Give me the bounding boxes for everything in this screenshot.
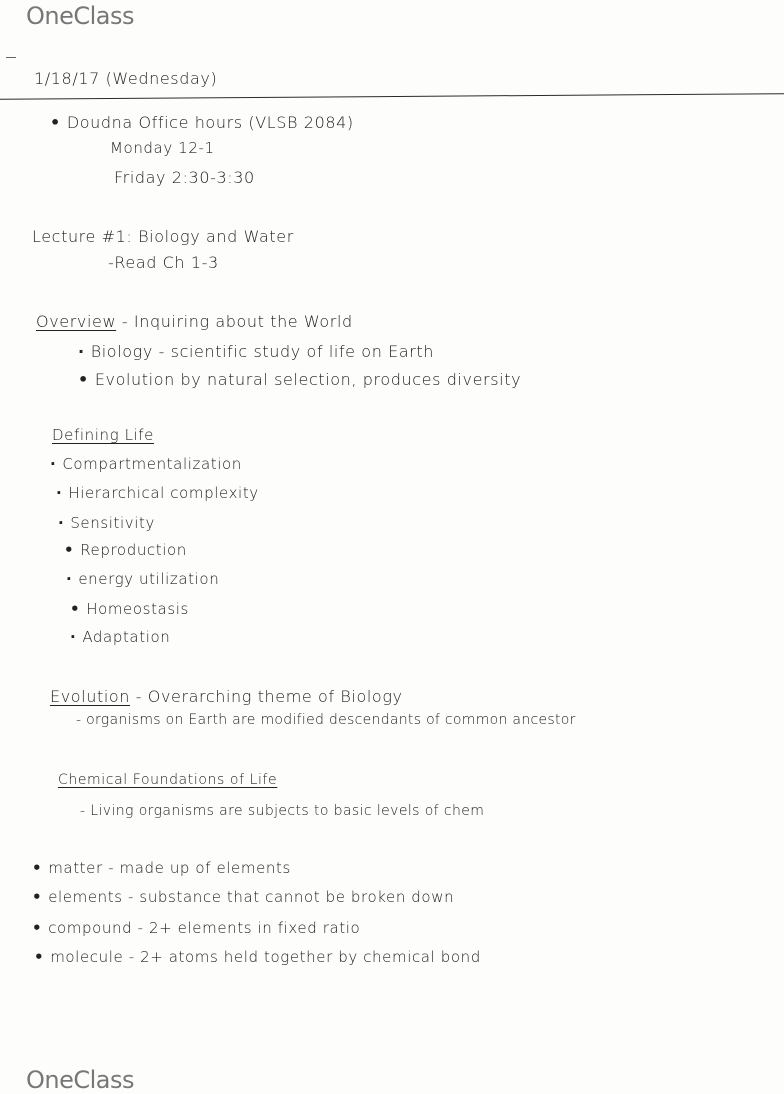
overview-point (78, 342, 434, 361)
bullet: · (50, 455, 57, 473)
lecture-title: Lecture #1: Biology and Water (32, 227, 294, 246)
bullet: • (50, 113, 61, 132)
defining-life-item (66, 570, 219, 588)
defining-life-item-text: Reproduction (80, 541, 187, 559)
office-hours-line (50, 113, 354, 132)
definition-text: matter - made up of elements (48, 859, 291, 877)
bullet: · (66, 570, 73, 588)
oneclass-logo-top: OneClass (26, 2, 135, 30)
defining-life-item-text: Compartmentalization (62, 455, 242, 473)
bullet: · (70, 628, 77, 646)
date-rule (0, 93, 784, 99)
overview-text: - Inquiring about the World (121, 312, 353, 331)
oneclass-logo-bottom: OneClass (26, 1066, 135, 1094)
bullet: • (34, 948, 45, 966)
evolution-heading: Evolution (50, 687, 131, 706)
defining-life-item (64, 541, 187, 559)
defining-life-item (70, 600, 189, 618)
chemical-heading: Chemical Foundations of Life (58, 772, 278, 788)
defining-life-heading: Defining Life (52, 426, 155, 444)
defining-life-item (56, 484, 259, 502)
overview-line (36, 312, 353, 331)
bullet: • (64, 541, 75, 559)
evolution-text: - Overarching theme of Biology (135, 687, 403, 706)
definition-item (32, 919, 360, 937)
evolution-line (50, 687, 403, 706)
bullet: · (56, 484, 63, 502)
defining-life-item (70, 628, 170, 646)
definition-item (34, 948, 481, 966)
bullet: • (32, 859, 43, 877)
bullet: · (58, 514, 65, 532)
overview-point-text: Biology - scientific study of life on Earth (90, 342, 435, 361)
margin-tick (6, 57, 16, 58)
office-hours-title: Doudna Office hours (VLSB 2084) (66, 113, 354, 132)
date-line: 1/18/17 (Wednesday) (34, 69, 218, 88)
definition-text: elements - substance that cannot be broken down (48, 888, 455, 906)
chemical-detail: - Living organisms are subjects to basic levels of chem (80, 803, 485, 819)
defining-life-item-text: Sensitivity (70, 514, 156, 532)
defining-life-item-text: Hierarchical complexity (68, 484, 259, 502)
office-hours-monday: Monday 12-1 (110, 139, 215, 157)
defining-life-item (50, 455, 242, 473)
overview-point-text: Evolution by natural selection, produces diversity (94, 370, 522, 389)
bullet: • (32, 888, 43, 906)
bullet: • (32, 919, 43, 937)
definition-text: molecule - 2+ atoms held together by chemical bond (50, 948, 481, 966)
definition-item (32, 859, 291, 877)
bullet: • (78, 370, 89, 389)
defining-life-item-text: Homeostasis (86, 600, 189, 618)
lecture-reading: -Read Ch 1-3 (108, 253, 219, 272)
defining-life-item (58, 514, 155, 532)
defining-life-item-text: Adaptation (82, 628, 171, 646)
bullet: • (70, 600, 81, 618)
overview-heading: Overview (36, 312, 117, 331)
evolution-detail: - organisms on Earth are modified descendants of common ancestor (76, 712, 576, 728)
defining-life-item-text: energy utilization (78, 570, 220, 588)
bullet: · (78, 342, 85, 361)
definition-item (32, 888, 454, 906)
office-hours-friday: Friday 2:30-3:30 (114, 168, 255, 187)
definition-text: compound - 2+ elements in fixed ratio (48, 919, 361, 937)
overview-point (78, 370, 521, 389)
